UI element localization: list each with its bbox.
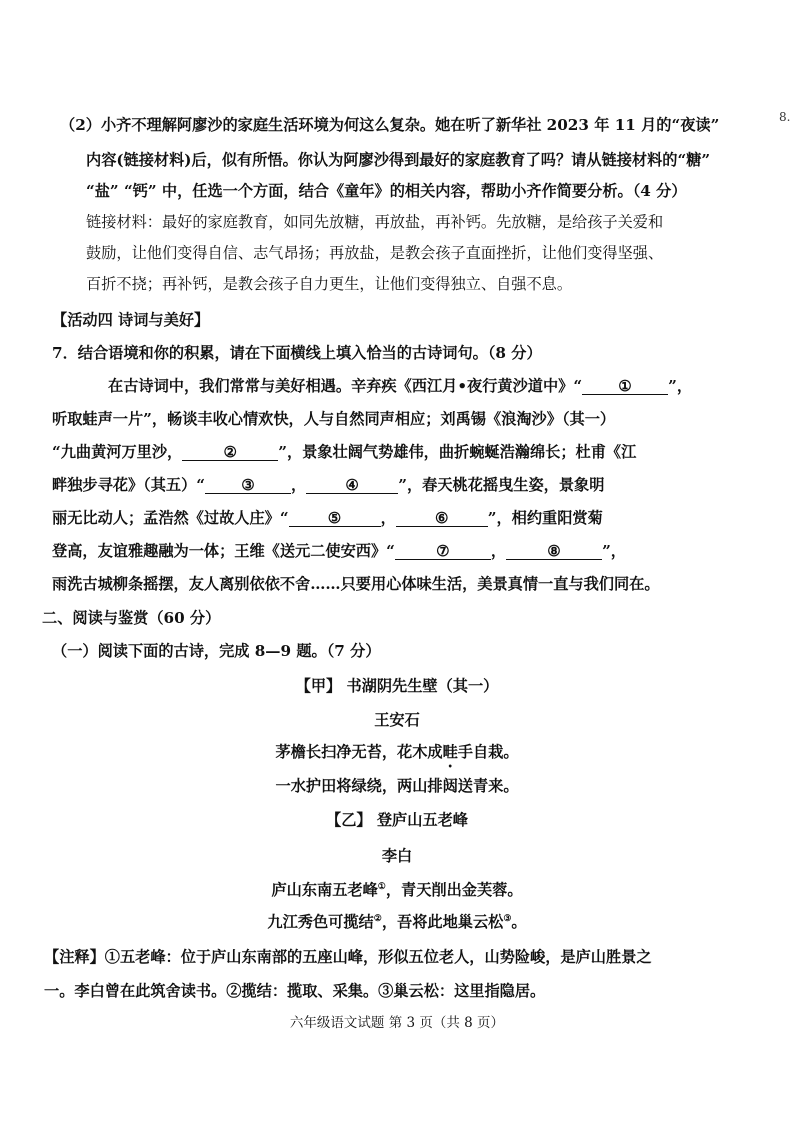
poem-jia-author: 王安石 — [374, 711, 420, 729]
section2-heading: 二、阅读与鉴赏（60 分） — [42, 609, 221, 627]
blank-5[interactable]: ⑤ — [289, 509, 381, 527]
blank-2[interactable]: ② — [182, 443, 278, 461]
notes-line1: 【注释】①五老峰：位于庐山东南部的五座山峰，形似五位老人，山势险峻，是庐山胜景之 — [44, 948, 652, 966]
footnote-ref-3: ③ — [503, 913, 512, 924]
blank-6[interactable]: ⑥ — [396, 509, 488, 527]
activity4-heading: 【活动四 诗词与美好】 — [52, 311, 210, 329]
poem-yi-line1: 庐山东南五老峰①，青天削出金芙蓉。 — [271, 881, 523, 899]
notes-line2: 一。李白曾在此筑舍读书。②揽结：揽取、采集。③巢云松：这里指隐居。 — [44, 982, 546, 1000]
q7-para-line2: 听取蛙声一片”，畅谈丰收心情欢快，人与自然同声相应；刘禹锡《浪淘沙》（其一） — [52, 410, 616, 428]
blank-4[interactable]: ④ — [306, 476, 398, 494]
blank-3[interactable]: ③ — [205, 476, 291, 494]
q7-para-line7: 雨洗古城柳条摇摆，友人离别依依不舍……只要用心体味生活，美景真情一直与我们同在。 — [52, 575, 660, 593]
q7-para-line5: 丽无比动人；孟浩然《过故人庄》“ ⑤ ， ⑥ ”，相约重阳赏菊 — [52, 509, 603, 527]
blank-1[interactable]: ① — [582, 377, 668, 395]
q7-para-line4: 畔独步寻花》（其五）“ ③ ， ④ ”，春天桃花摇曳生姿，景象明 — [52, 476, 605, 494]
poem-jia-title: 【甲】 书湖阴先生壁（其一） — [295, 677, 499, 695]
link-material-line2: 鼓励，让他们变得自信、志气昂扬；再放盐，是教会孩子直面挫折，让他们变得坚强、 — [86, 244, 664, 262]
poem-jia-line1: 茅檐长扫净无苔，花木成畦手自栽。 — [275, 743, 519, 761]
footnote-ref-1: ① — [377, 881, 386, 892]
poem-yi-line2: 九江秀色可揽结②，吾将此地巢云松③。 — [267, 913, 527, 931]
poem-yi-author: 李白 — [381, 847, 413, 865]
footnote-ref-2: ② — [373, 913, 382, 924]
corner-mark: 8. — [779, 110, 791, 124]
q6-2-line1: （2）小齐不理解阿廖沙的家庭生活环境为何这么复杂。她在听了新华社 2023 年 11 月的“夜读” — [60, 116, 720, 134]
q7-para-line6: 登高，友谊雅趣融为一体；王维《送元二使安西》“ ⑦ ， ⑧ ”， — [52, 542, 626, 560]
q7-title: 7．结合语境和你的积累，请在下面横线上填入恰当的古诗词句。（8 分） — [52, 344, 542, 362]
poem-yi-title: 【乙】 登庐山五老峰 — [326, 811, 468, 829]
poem-jia-line2: 一水护田将绿绕，两山排闼送青来。 — [275, 777, 519, 795]
q6-2-line3: “盐” “钙” 中，任选一个方面，结合《童年》的相关内容，帮助小齐作简要分析。（4 分） — [86, 182, 687, 200]
link-material-line1: 链接材料：最好的家庭教育，如同先放糖，再放盐，再补钙。先放糖，是给孩子关爱和 — [86, 213, 664, 231]
q7-para-line3: “九曲黄河万里沙， ② ”，景象壮阔气势雄伟，曲折蜿蜒浩瀚绵长；杜甫《江 — [52, 443, 637, 461]
link-material-line3: 百折不挠；再补钙，是教会孩子自力更生，让他们变得独立、自强不息。 — [86, 275, 572, 293]
part1-heading: （一）阅读下面的古诗，完成 8—9 题。（7 分） — [52, 642, 381, 660]
page-footer: 六年级语文试题 第 3 页（共 8 页） — [289, 1015, 505, 1031]
blank-7[interactable]: ⑦ — [395, 542, 491, 560]
dotted-character: 畦 — [442, 743, 458, 761]
q6-2-line2: 内容(链接材料)后，似有所悟。你认为阿廖沙得到最好的家庭教育了吗？请从链接材料的“糖” — [86, 151, 711, 169]
q7-para-line1: 在古诗词中，我们常常与美好相遇。辛弃疾《西江月•夜行黄沙道中》“ ① ”， — [108, 377, 693, 395]
blank-8[interactable]: ⑧ — [506, 542, 602, 560]
